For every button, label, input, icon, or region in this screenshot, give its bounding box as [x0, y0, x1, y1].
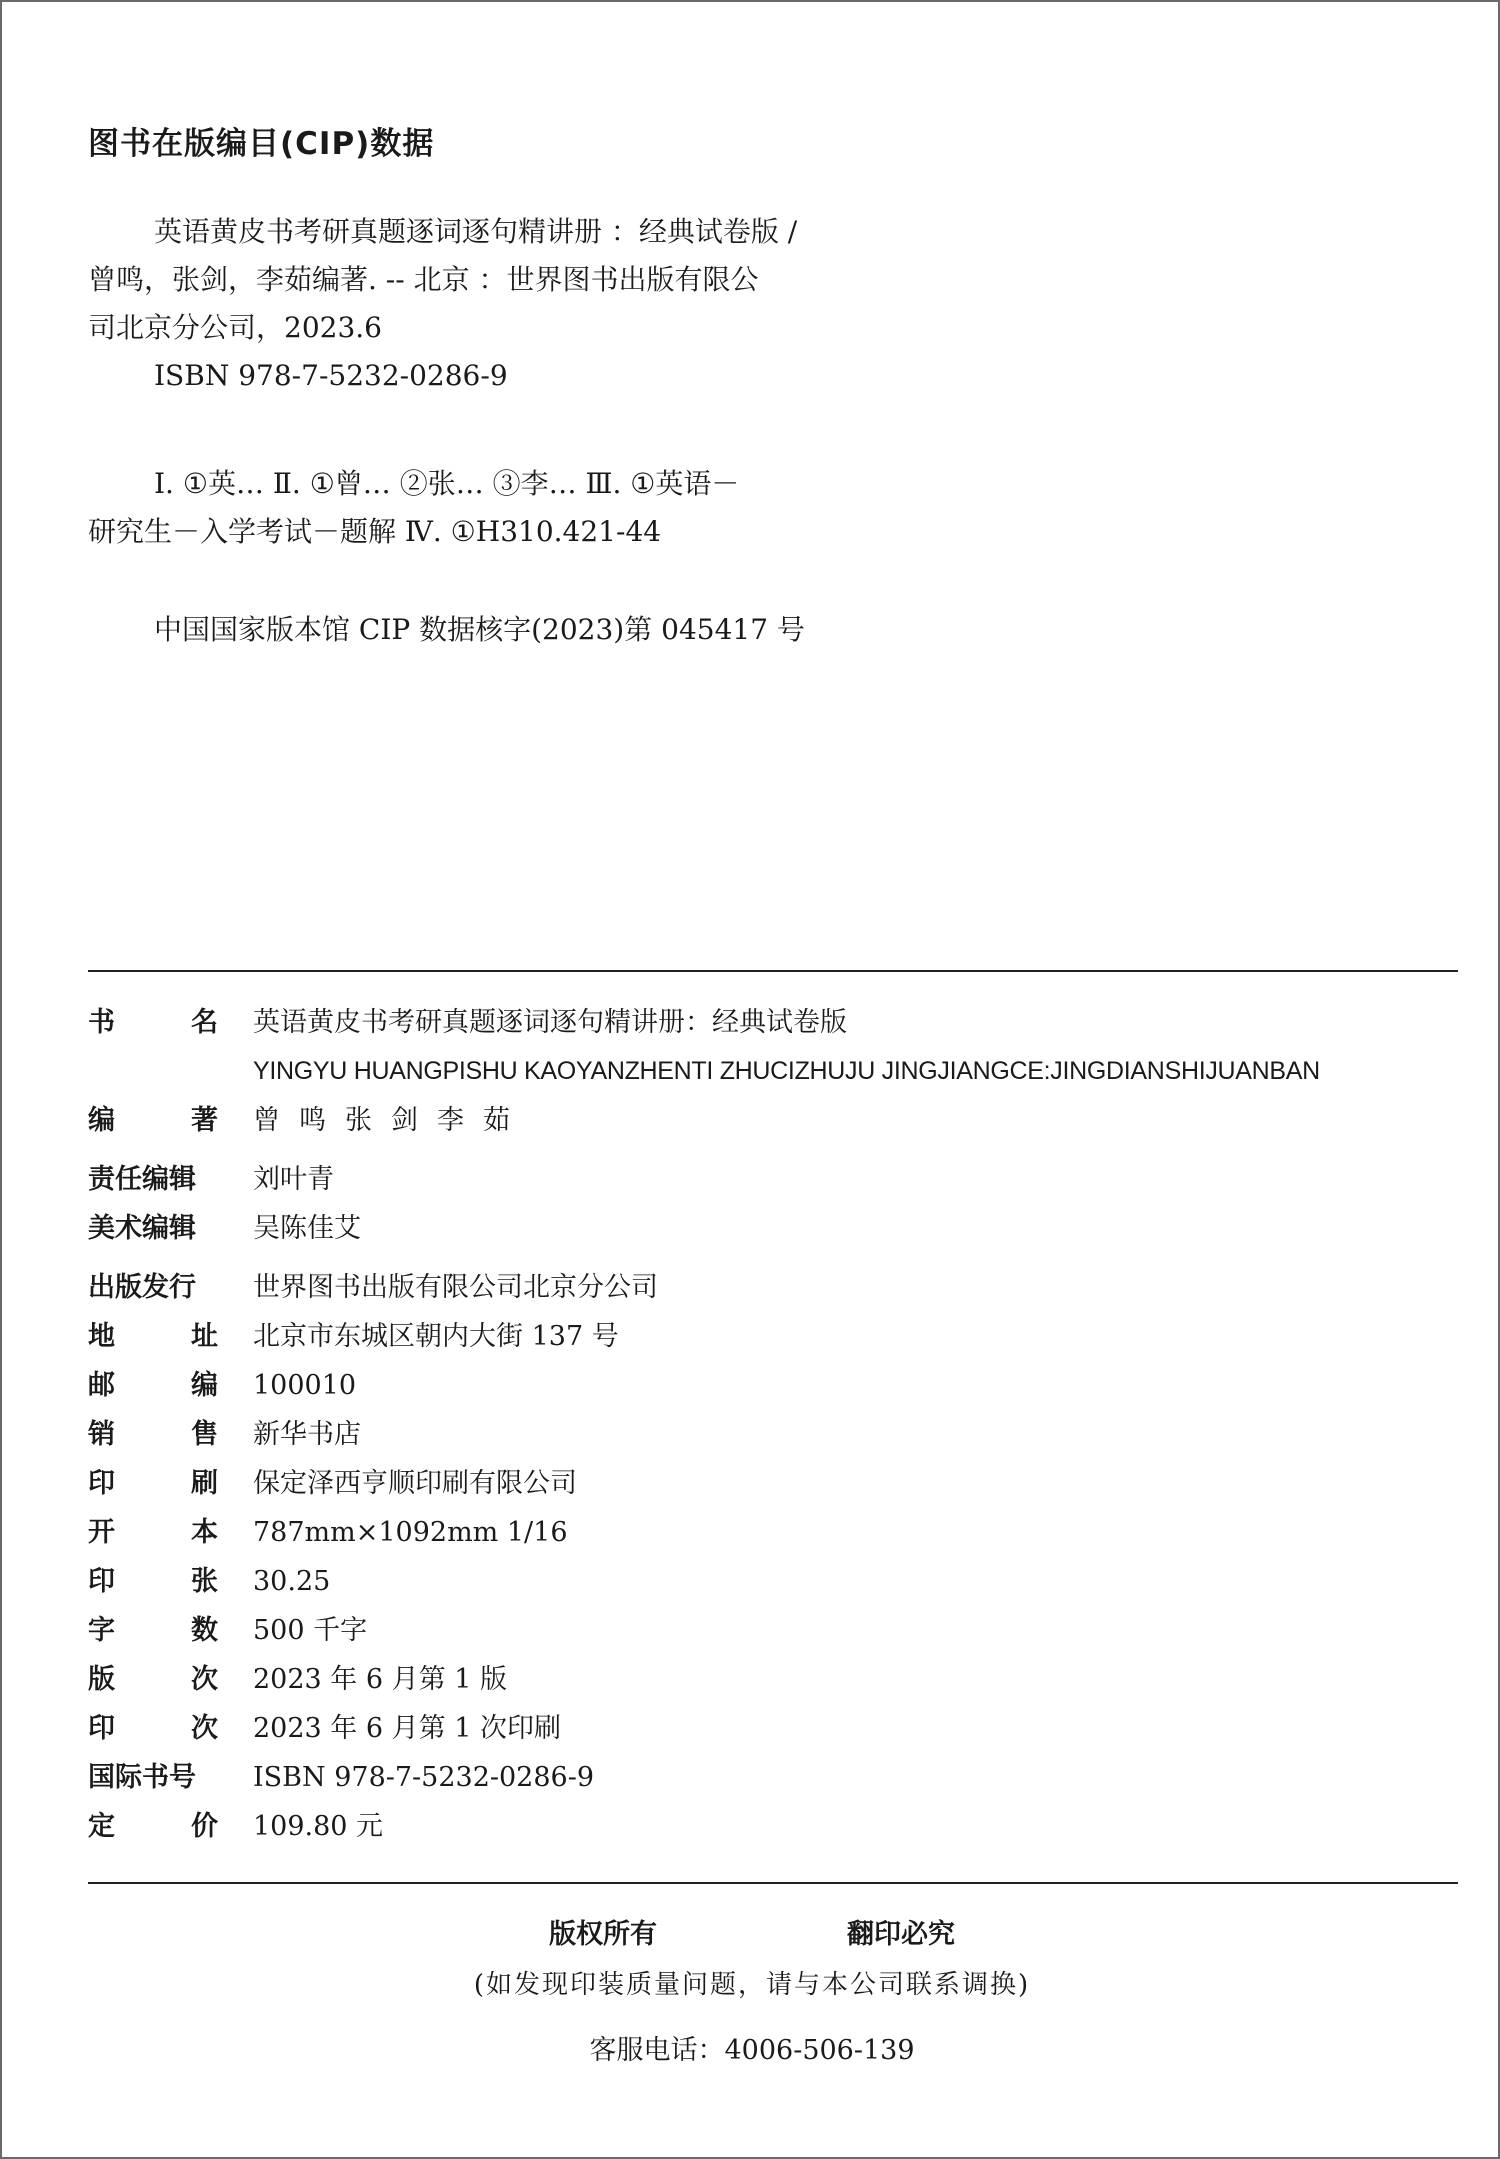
field-label: 版 次 — [88, 1664, 218, 1695]
title-pinyin: YINGYU HUANGPISHU KAOYANZHENTI ZHUCIZHUJU JINGJIANGCE:JINGDIANSHIJUANBAN — [253, 1057, 1320, 1085]
cip-classification — [88, 460, 918, 556]
colophon-row-pinyin — [88, 1047, 1468, 1096]
postcode-value: 100010 — [253, 1370, 357, 1401]
field-label: 销 售 — [88, 1419, 218, 1450]
sheets-value: 30.25 — [253, 1566, 331, 1597]
colophon-table — [88, 998, 1468, 1851]
cip-entry-line: 英语黄皮书考研真题逐词逐句精讲册 ：经典试卷版 / — [154, 215, 798, 248]
field-label: 地 址 — [88, 1321, 218, 1352]
cip-number — [88, 606, 918, 654]
field-label: 印 次 — [88, 1713, 218, 1744]
colophon-row-art-editor — [88, 1204, 1468, 1253]
colophon-row-publisher — [88, 1263, 1468, 1312]
field-label: 字 数 — [88, 1615, 218, 1646]
art-editor-value: 吴陈佳艾 — [253, 1213, 361, 1244]
field-label: 责任编辑 — [88, 1164, 196, 1195]
isbn-value: ISBN 978-7-5232-0286-9 — [253, 1762, 595, 1793]
cip-class-line: 研究生－入学考试－题解 Ⅳ. ①H310.421-44 — [88, 515, 662, 548]
title-value: 英语黄皮书考研真题逐词逐句精讲册：经典试卷版 — [253, 1007, 847, 1038]
rights-right: 翻印必究 — [847, 1919, 955, 1950]
colophon-row-sheets — [88, 1557, 1468, 1606]
authors-value: 曾鸣张剑李茹 — [253, 1105, 529, 1136]
colophon-row-sales — [88, 1410, 1468, 1459]
colophon-row-edition — [88, 1655, 1468, 1704]
colophon-row-impression — [88, 1704, 1468, 1753]
cip-class-line: Ⅰ. ①英… Ⅱ. ①曾… ②张… ③李… Ⅲ. ①英语－ — [154, 467, 740, 500]
cip-entry — [88, 208, 918, 400]
field-label: 书 名 — [88, 1007, 218, 1038]
colophon-row-editor — [88, 1155, 1468, 1204]
field-label: 国际书号 — [88, 1762, 196, 1793]
edition-value: 2023 年 6 月第 1 版 — [253, 1664, 507, 1695]
colophon-row-authors — [88, 1096, 1468, 1145]
colophon-row-price — [88, 1802, 1468, 1851]
colophon-row-printer — [88, 1459, 1468, 1508]
cip-entry-line: 曾鸣，张剑，李茹编著. -- 北京 ：世界图书出版有限公 — [88, 263, 759, 296]
rights-notice — [2, 1912, 1500, 1951]
cip-number-text: 中国国家版本馆 CIP 数据核字(2023)第 045417 号 — [154, 613, 805, 646]
field-label: 出版发行 — [88, 1272, 196, 1303]
colophon-row-address — [88, 1312, 1468, 1361]
format-value: 787mm×1092mm 1/16 — [253, 1517, 568, 1548]
word-count-value: 500 千字 — [253, 1615, 368, 1646]
field-label: 美术编辑 — [88, 1213, 196, 1244]
field-label: 开 本 — [88, 1517, 218, 1548]
cip-entry-isbn: ISBN 978-7-5232-0286-9 — [154, 359, 508, 392]
editor-value: 刘叶青 — [253, 1164, 334, 1195]
colophon-row-postcode — [88, 1361, 1468, 1410]
field-label: 编 著 — [88, 1105, 218, 1136]
field-label: 印 张 — [88, 1566, 218, 1597]
rights-left: 版权所有 — [549, 1919, 657, 1950]
address-value: 北京市东城区朝内大街 137 号 — [253, 1321, 619, 1352]
price-value: 109.80 元 — [253, 1811, 384, 1842]
cip-entry-line: 司北京分公司，2023.6 — [88, 311, 382, 344]
colophon-row-format — [88, 1508, 1468, 1557]
quality-note: (如发现印装质量问题，请与本公司联系调换) — [473, 1970, 1031, 2000]
publisher-value: 世界图书出版有限公司北京分公司 — [253, 1272, 658, 1303]
field-label: 邮 编 — [88, 1370, 218, 1401]
colophon-row-isbn — [88, 1753, 1468, 1802]
sales-value: 新华书店 — [253, 1419, 361, 1450]
service-hotline: 客服电话：4006-506-139 — [589, 2035, 915, 2066]
field-label: 定 价 — [88, 1811, 218, 1842]
divider-bottom — [88, 1882, 1458, 1884]
printer-value: 保定泽西亨顺印刷有限公司 — [253, 1468, 577, 1499]
colophon-row-title — [88, 998, 1468, 1047]
cip-heading: 图书在版编目(CIP)数据 — [88, 126, 435, 162]
colophon-row-word-count — [88, 1606, 1468, 1655]
field-label: 印 刷 — [88, 1468, 218, 1499]
impression-value: 2023 年 6 月第 1 次印刷 — [253, 1713, 561, 1744]
divider-top — [88, 970, 1458, 972]
